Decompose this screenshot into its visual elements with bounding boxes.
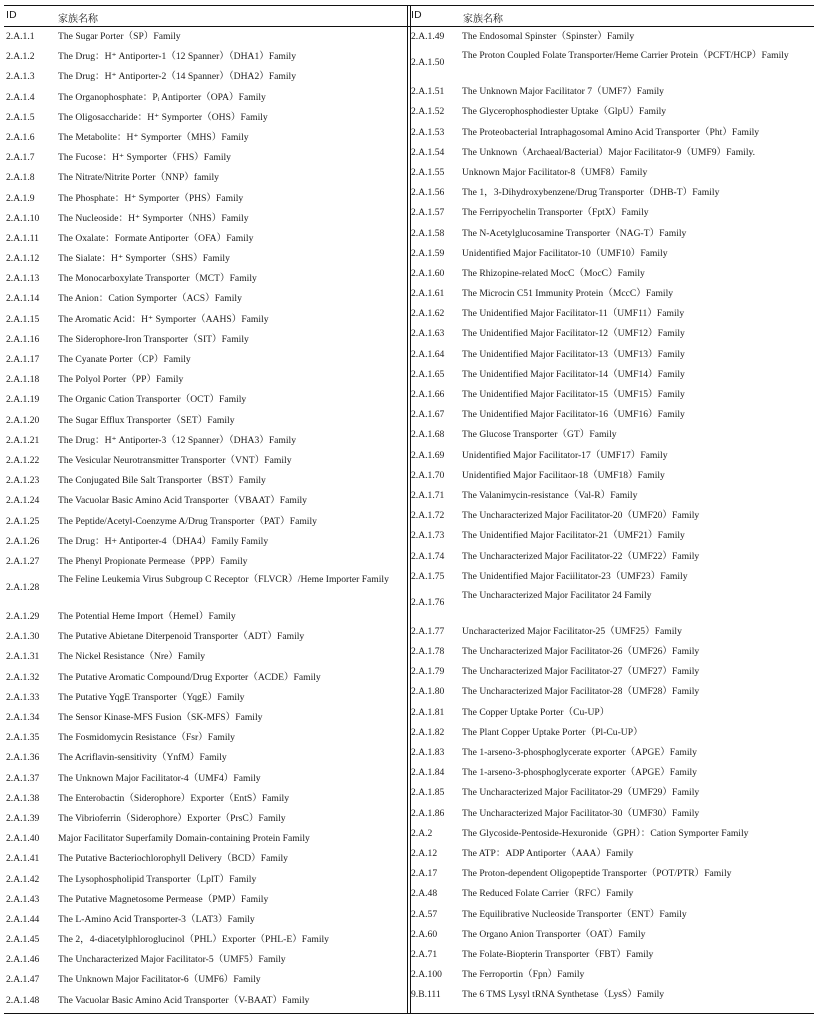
row-family-name: The Drug：H⁺ Antiporter-1（12 Spanner）（DHA1）Family	[58, 51, 297, 63]
header-family-name: 家族名称	[463, 14, 503, 25]
row-id: 2.A.1.27	[6, 555, 40, 567]
table-row	[411, 843, 814, 863]
table-row	[411, 283, 814, 303]
row-family-name: The Drug：H⁺ Antiporter-3（12 Spanner）（DHA3）Family	[58, 434, 297, 446]
table-row	[411, 445, 814, 465]
row-id: 2.A.1.72	[411, 510, 445, 522]
row-id: 2.A.1.4	[6, 91, 35, 103]
row-id: 2.A.1.33	[6, 691, 40, 703]
row-id: 2.A.1.7	[6, 152, 35, 164]
table-row	[411, 263, 814, 283]
row-id: 2.A.1.49	[411, 31, 445, 42]
header-family-name: 家族名称	[58, 14, 98, 25]
row-id: 2.A.1.84	[411, 767, 445, 779]
row-id: 2.A.1.45	[6, 934, 40, 946]
table-row	[6, 26, 406, 46]
row-family-name: The 1，3-Dihydroxybenzene/Drug Transporter（DHB-T）Family	[462, 187, 720, 199]
table-row	[411, 202, 814, 222]
row-family-name: The Putative Abietane Diterpenoid Transporter（ADT）Family	[58, 631, 305, 643]
row-id: 2.A.1.85	[411, 787, 445, 799]
row-family-name: The Reduced Folate Carrier（RFC）Family	[462, 888, 634, 900]
row-id: 2.A.1.18	[6, 374, 40, 386]
table-row	[6, 46, 406, 66]
row-id: 2.A.1.42	[6, 873, 40, 885]
row-id: 2.A.1.69	[411, 449, 445, 461]
row-family-name: The Unknown Major Facilitator-6（UMF6）Family	[58, 974, 261, 986]
row-id: 2.A.1.37	[6, 772, 40, 784]
row-id: 2.A.1.66	[411, 389, 445, 400]
row-family-name: The Putative Magnetosome Permease（PMP）Family	[58, 893, 269, 905]
row-id: 2.A.1.43	[6, 893, 40, 905]
table-row	[6, 808, 406, 828]
table-row	[6, 747, 406, 767]
table-row	[411, 944, 814, 964]
row-family-name: The Potential Heme Import（HemeI）Family	[58, 611, 236, 623]
table-row	[6, 369, 406, 389]
table-row	[411, 26, 814, 46]
table-row	[6, 551, 406, 571]
row-family-name: The Polyol Porter（PP）Family	[58, 374, 184, 386]
row-id: 2.A.1.29	[6, 611, 40, 623]
row-id: 2.A.1.54	[411, 146, 445, 158]
table-row	[6, 869, 406, 889]
table-row	[411, 823, 814, 843]
table-bottom-rule	[4, 1013, 814, 1014]
row-id: 2.A.1.19	[6, 394, 40, 406]
row-family-name: The Putative Bacteriochlorophyll Delivery（BCD）Family	[58, 853, 288, 865]
table-row	[6, 410, 406, 430]
row-id: 2.A.1.75	[411, 570, 445, 582]
row-id: 2.A.1.46	[6, 954, 40, 966]
table-row	[411, 762, 814, 782]
row-family-name: The Putative YqgE Transporter（YqgE）Family	[58, 691, 245, 703]
table-row	[411, 323, 814, 343]
table-row	[411, 904, 814, 924]
row-family-name: The 6 TMS Lysyl tRNA Synthetase（LysS）Family	[462, 989, 665, 1001]
table-row	[411, 243, 814, 263]
table-row	[411, 621, 814, 641]
row-family-name: The Unidentified Major Faciilitator-23（UMF23）Family	[462, 570, 688, 582]
table-row	[6, 687, 406, 707]
row-family-name: The Unknown（Archaeal/Bacterial）Major Facilitator-9（UMF9）Family.	[462, 146, 756, 158]
table-row	[6, 470, 406, 490]
row-family-name: The Aromatic Acid：H⁺ Symporter（AAHS）Family	[58, 313, 269, 325]
row-family-name: The Metabolite：H⁺ Symporter（MHS）Family	[58, 131, 249, 143]
table-row	[6, 606, 406, 626]
row-id: 2.A.1.57	[411, 207, 445, 219]
row-id: 2.A.1.14	[6, 293, 40, 305]
row-family-name: The Siderophore-Iron Transporter（SIT）Family	[58, 333, 249, 345]
row-id: 2.A.1.15	[6, 313, 40, 325]
row-id: 2.A.12	[411, 847, 438, 859]
row-family-name: The 1-arseno-3-phosphoglycerate exporter（APGE）Family	[462, 767, 697, 779]
row-family-name: The Acriflavin-sensitivity（YnfM）Family	[58, 752, 227, 764]
row-family-name: The Sensor Kinase-MFS Fusion（SK-MFS）Family	[58, 712, 263, 723]
row-family-name: The Copper Uptake Porter（Cu-UP）	[462, 706, 610, 718]
row-family-name: The Unidentified Major Facilitator-16（UMF16）Family	[462, 409, 685, 421]
row-id: 2.A.1.55	[411, 166, 445, 178]
row-id: 2.A.1.59	[411, 247, 445, 259]
table-row	[411, 364, 814, 384]
table-row	[6, 707, 406, 727]
row-id: 2.A.1.30	[6, 631, 40, 643]
row-id: 2.A.1.32	[6, 671, 40, 683]
row-family-name: The ATP：ADP Antiporter（AAA）Family	[462, 847, 634, 859]
row-id: 2.A.1.77	[411, 625, 445, 637]
row-family-name: The Organic Cation Transporter（OCT）Family	[58, 394, 247, 406]
row-family-name: The Glucose Transporter（GT）Family	[462, 429, 617, 441]
row-id: 2.A.1.60	[411, 267, 445, 279]
row-id: 2.A.1.68	[411, 429, 445, 441]
table-row	[6, 430, 406, 450]
row-family-name: The Sugar Porter（SP）Family	[58, 31, 181, 42]
row-id: 2.A.1.13	[6, 273, 40, 285]
row-family-name: The Microcin C51 Immunity Protein（MccC）Family	[462, 288, 674, 300]
row-family-name: The Vibrioferrin（Siderophore）Exporter（PrsC）Family	[58, 812, 286, 824]
table-row	[411, 661, 814, 681]
row-id: 2.A.1.82	[411, 726, 445, 738]
table-row	[411, 101, 814, 121]
table-row	[411, 122, 814, 142]
row-family-name: Unidentified Major Facilitator-10（UMF10）Family	[462, 247, 668, 259]
row-id: 2.A.1.20	[6, 414, 40, 426]
row-id: 2.A.1.76	[411, 596, 445, 608]
row-family-name: The Uncharacterized Major Facilitator-27（UMF27）Family	[462, 666, 700, 678]
left-rows	[6, 26, 406, 1010]
row-family-name: Uncharacterized Major Facilitator-25（UMF25）Family	[462, 625, 682, 637]
row-id: 2.A.60	[411, 928, 438, 940]
table-row	[6, 667, 406, 687]
row-id: 2.A.1.3	[6, 71, 35, 83]
row-id: 2.A.1.41	[6, 853, 40, 865]
table-row	[6, 228, 406, 248]
row-family-name: The Uncharacterized Major Facilitator-30（UMF30）Family	[462, 807, 700, 819]
table-row	[6, 188, 406, 208]
row-family-name: The Unidentified Major Facilitator-12（UMF12）Family	[462, 328, 685, 340]
row-id: 2.A.1.23	[6, 475, 40, 487]
row-family-name: The 2，4-diacetylphloroglucinol（PHL）Exporter（PHL-E）Family	[58, 934, 329, 946]
row-family-name: The Nitrate/Nitrite Porter（NNP）family	[58, 172, 219, 184]
row-family-name: The Valanimycin-resistance（Val-R）Family	[462, 489, 638, 501]
row-family-name: The Drug：H+ Antiporter-4（DHA4）Family Family	[58, 535, 269, 547]
table-row	[6, 490, 406, 510]
row-id: 2.A.1.70	[411, 469, 445, 481]
table-row	[6, 531, 406, 551]
row-family-name: The Peptide/Acetyl-Coenzyme A/Drug Transporter（PAT）Family	[58, 515, 317, 527]
row-id: 2.A.1.31	[6, 651, 40, 663]
table-row	[6, 929, 406, 949]
row-id: 2.A.1.40	[6, 833, 40, 845]
left-column	[6, 5, 406, 1010]
table-row	[6, 309, 406, 329]
row-family-name: The Rhizopine-related MocC（MocC）Family	[462, 267, 645, 279]
row-family-name: The Endosomal Spinster（Spinster）Family	[462, 31, 635, 42]
row-family-name: The Organo Anion Transporter（OAT）Family	[462, 928, 646, 940]
row-id: 2.A.1.47	[6, 974, 40, 986]
row-id: 2.A.1.74	[411, 550, 445, 562]
row-family-name: The Enterobactin（Siderophore）Exporter（EntS）Family	[58, 792, 289, 804]
row-id: 2.A.1.1	[6, 31, 35, 42]
table-row	[6, 329, 406, 349]
row-family-name: The N-Acetylglucosamine Transporter（NAG-T）Family	[462, 227, 687, 239]
row-family-name: The Uncharacterized Major Facilitator-28（UMF28）Family	[462, 686, 700, 698]
row-id: 2.A.1.10	[6, 212, 40, 224]
table-row	[411, 586, 814, 621]
row-family-name: The Sialate：H⁺ Symporter（SHS）Family	[58, 253, 230, 265]
row-family-name: The Proton-dependent Oligopeptide Transporter（POT/PTR）Family	[462, 868, 732, 880]
table-row	[411, 162, 814, 182]
row-id: 2.A.1.44	[6, 913, 40, 925]
table-row	[6, 889, 406, 909]
table-row	[411, 223, 814, 243]
row-id: 2.A.1.73	[411, 530, 445, 542]
right-column	[411, 5, 814, 1004]
row-id: 2.A.1.79	[411, 666, 445, 678]
row-family-name: The Glycerophosphodiester Uptake（GlpU）Family	[462, 106, 667, 118]
left-column-header	[6, 5, 406, 26]
table-row	[411, 803, 814, 823]
row-id: 2.A.1.12	[6, 253, 40, 265]
table-row	[411, 782, 814, 802]
table-row	[411, 465, 814, 485]
row-id: 2.A.57	[411, 908, 438, 920]
row-family-name: The Uncharacterized Major Facilitator-29（UMF29）Family	[462, 787, 700, 799]
row-family-name: The Unidentified Major Facilitator-13（UMF13）Family	[462, 348, 685, 360]
table-row	[6, 268, 406, 288]
row-id: 9.B.111	[411, 989, 441, 1001]
table-row	[6, 626, 406, 646]
table-row	[6, 87, 406, 107]
row-id: 2.A.1.28	[6, 582, 40, 594]
row-id: 2.A.1.48	[6, 994, 40, 1006]
row-family-name: The Ferripyochelin Transporter（FptX）Family	[462, 207, 649, 219]
row-family-name: The Feline Leukemia Virus Subgroup C Receptor（FLVCR）/Heme Importer Family	[58, 574, 389, 586]
row-family-name: The Oxalate：Formate Antiporter（OFA）Family	[58, 232, 254, 244]
row-id: 2.A.1.58	[411, 227, 445, 239]
row-family-name: The Folate-Biopterin Transporter（FBT）Family	[462, 948, 654, 960]
table-row	[411, 742, 814, 762]
row-family-name: The Conjugated Bile Salt Transporter（BST）Family	[58, 475, 266, 487]
table-row	[411, 546, 814, 566]
table-row	[411, 566, 814, 586]
row-id: 2.A.1.9	[6, 192, 35, 204]
row-family-name: The Vacuolar Basic Amino Acid Transporter（V-BAAT）Family	[58, 994, 310, 1006]
table-row	[411, 681, 814, 701]
table-row	[6, 349, 406, 369]
row-family-name: Major Facilitator Superfamily Domain-containing Protein Family	[58, 833, 310, 845]
row-id: 2.A.1.26	[6, 535, 40, 547]
table-row	[6, 389, 406, 409]
row-family-name: The Vacuolar Basic Amino Acid Transporter（VBAAT）Family	[58, 495, 307, 507]
table-row	[6, 990, 406, 1010]
row-family-name: The Fucose：H⁺ Symporter（FHS）Family	[58, 152, 231, 164]
row-id: 2.A.1.35	[6, 732, 40, 744]
table-row	[6, 768, 406, 788]
right-column-header	[411, 5, 814, 26]
table-row	[411, 722, 814, 742]
row-id: 2.A.1.21	[6, 434, 40, 446]
row-id: 2.A.1.38	[6, 792, 40, 804]
table-row	[6, 288, 406, 308]
table-row	[6, 909, 406, 929]
table-row	[411, 702, 814, 722]
table-row	[6, 167, 406, 187]
row-family-name: The Fosmidomycin Resistance（Fsr）Family	[58, 732, 235, 744]
row-id: 2.A.1.63	[411, 328, 445, 340]
row-family-name: The Unknown Major Facilitator-4（UMF4）Family	[58, 772, 261, 784]
row-family-name: The Uncharacterized Major Facilitator-5（UMF5）Family	[58, 954, 286, 966]
row-id: 2.A.1.36	[6, 752, 40, 764]
row-family-name: The Plant Copper Uptake Porter（Pl-Cu-UP）	[462, 726, 643, 738]
table-row	[6, 147, 406, 167]
table-row	[6, 646, 406, 666]
row-family-name: The Lysophospholipid Transporter（LplT）Family	[58, 873, 257, 885]
table-row	[6, 788, 406, 808]
row-id: 2.A.1.39	[6, 812, 40, 824]
table-row	[6, 127, 406, 147]
row-id: 2.A.1.5	[6, 111, 35, 123]
row-family-name: The Uncharacterized Major Facilitator 24 Family	[462, 589, 652, 601]
row-family-name: The Uncharacterized Major Facilitator-20（UMF20）Family	[462, 510, 700, 522]
table-row	[411, 883, 814, 903]
row-family-name: The Unidentified Major Facilitator-11（UMF11）Family	[462, 308, 685, 320]
table-row	[6, 828, 406, 848]
row-family-name: The Cyanate Porter（CP）Family	[58, 354, 191, 365]
row-id: 2.A.1.2	[6, 51, 35, 63]
row-id: 2.A.1.11	[6, 232, 39, 244]
row-family-name: The Equilibrative Nucleoside Transporter（ENT）Family	[462, 908, 687, 920]
row-family-name: The Putative Aromatic Compound/Drug Exporter（ACDE）Family	[58, 671, 321, 683]
row-id: 2.A.1.64	[411, 348, 445, 360]
row-id: 2.A.1.78	[411, 646, 445, 658]
row-id: 2.A.1.24	[6, 495, 40, 507]
row-id: 2.A.1.50	[411, 57, 445, 69]
table-row	[6, 969, 406, 989]
row-family-name: The Phenyl Propionate Permease（PPP）Family	[58, 555, 248, 567]
table-row	[411, 182, 814, 202]
row-family-name: The Proteobacterial Intraphagosomal Amino Acid Transporter（Pht）Family	[462, 126, 760, 138]
table-row	[411, 863, 814, 883]
row-id: 2.A.1.17	[6, 354, 40, 365]
row-id: 2.A.1.52	[411, 106, 445, 118]
row-family-name: The Nucleoside：H⁺ Symporter（NHS）Family	[58, 212, 249, 224]
table-row	[411, 404, 814, 424]
row-id: 2.A.1.65	[411, 368, 445, 380]
row-id: 2.A.1.53	[411, 126, 445, 138]
row-family-name: The Uncharacterized Major Facilitator-22（UMF22）Family	[462, 550, 700, 562]
row-id: 2.A.1.81	[411, 706, 445, 718]
row-id: 2.A.1.80	[411, 686, 445, 698]
row-family-name: The Glycoside-Pentoside-Hexuronide（GPH）：Cation Symporter Family	[462, 827, 749, 839]
row-family-name: Unidentified Major Facilitaor-18（UMF18）Family	[462, 469, 665, 481]
row-id: 2.A.1.71	[411, 489, 445, 501]
table-row	[411, 344, 814, 364]
row-family-name: The Unidentified Major Facilitator-21（UMF21）Family	[462, 530, 685, 542]
row-id: 2.A.1.83	[411, 747, 445, 758]
row-id: 2.A.2	[411, 827, 433, 839]
row-family-name: The Uncharacterized Major Facilitator-26（UMF26）Family	[462, 646, 700, 658]
table-row	[411, 641, 814, 661]
row-id: 2.A.100	[411, 969, 442, 981]
row-family-name: Unknown Major Facilitator-8（UMF8）Family	[462, 166, 648, 178]
table-row	[411, 46, 814, 81]
header-id: ID	[6, 10, 17, 21]
table-row	[411, 424, 814, 444]
row-family-name: The Proton Coupled Folate Transporter/Heme Carrier Protein（PCFT/HCP）Family	[462, 50, 789, 62]
row-id: 2.A.1.86	[411, 807, 445, 819]
table-row	[6, 949, 406, 969]
table-row	[411, 964, 814, 984]
table-row	[411, 81, 814, 101]
table-row	[411, 303, 814, 323]
row-family-name: The Phosphate：H⁺ Symporter（PHS）Family	[58, 192, 244, 204]
table-row	[411, 525, 814, 545]
row-id: 2.A.1.25	[6, 515, 40, 527]
table-row	[411, 485, 814, 505]
row-family-name: The L-Amino Acid Transporter-3（LAT3）Family	[58, 913, 255, 925]
row-family-name: The Organophosphate：Pᵢ Antiporter（OPA）Family	[58, 91, 266, 103]
right-rows	[411, 26, 814, 1004]
table-row	[411, 505, 814, 525]
row-family-name: Unidentified Major Facilitator-17（UMF17）Family	[462, 449, 668, 461]
row-id: 2.A.1.61	[411, 288, 445, 300]
row-family-name: The Monocarboxylate Transporter（MCT）Family	[58, 273, 257, 285]
row-family-name: The Drug：H⁺ Antiporter-2（14 Spanner）（DHA2）Family	[58, 71, 297, 83]
header-id: ID	[411, 10, 422, 21]
table-row	[411, 984, 814, 1004]
row-id: 2.A.1.22	[6, 454, 40, 466]
row-family-name: The Sugar Efflux Transporter（SET）Family	[58, 414, 235, 426]
table-row	[6, 66, 406, 86]
row-id: 2.A.1.34	[6, 712, 40, 723]
row-family-name: The Unidentified Major Facilitator-15（UMF15）Family	[462, 389, 685, 400]
table-row	[411, 384, 814, 404]
row-id: 2.A.17	[411, 868, 438, 880]
table-row	[6, 450, 406, 470]
row-family-name: The Nickel Resistance（Nre）Family	[58, 651, 206, 663]
table-row	[6, 571, 406, 606]
row-family-name: The Oligosaccharide：H⁺ Symporter（OHS）Family	[58, 111, 268, 123]
row-id: 2.A.1.8	[6, 172, 35, 184]
row-id: 2.A.71	[411, 948, 438, 960]
table-row	[6, 511, 406, 531]
row-id: 2.A.1.67	[411, 409, 445, 421]
row-id: 2.A.1.51	[411, 86, 445, 98]
row-family-name: The Ferroportin（Fpn）Family	[462, 969, 585, 981]
table-row	[6, 208, 406, 228]
row-family-name: The Vesicular Neurotransmitter Transporter（VNT）Family	[58, 454, 292, 466]
row-family-name: The Anion：Cation Symporter（ACS）Family	[58, 293, 242, 305]
row-id: 2.A.1.62	[411, 308, 445, 320]
table-row	[411, 924, 814, 944]
row-family-name: The Unknown Major Facilitator 7（UMF7）Family	[462, 86, 664, 98]
row-id: 2.A.1.16	[6, 333, 40, 345]
row-family-name: The 1-arseno-3-phosphoglycerate exporter（APGE）Family	[462, 747, 697, 758]
table-row	[6, 848, 406, 868]
row-family-name: The Unidentified Major Facilitator-14（UMF14）Family	[462, 368, 685, 380]
table-row	[411, 142, 814, 162]
table-row	[6, 727, 406, 747]
table-row	[6, 107, 406, 127]
row-id: 2.A.1.56	[411, 187, 445, 199]
row-id: 2.A.48	[411, 888, 438, 900]
table-row	[6, 248, 406, 268]
row-id: 2.A.1.6	[6, 131, 35, 143]
